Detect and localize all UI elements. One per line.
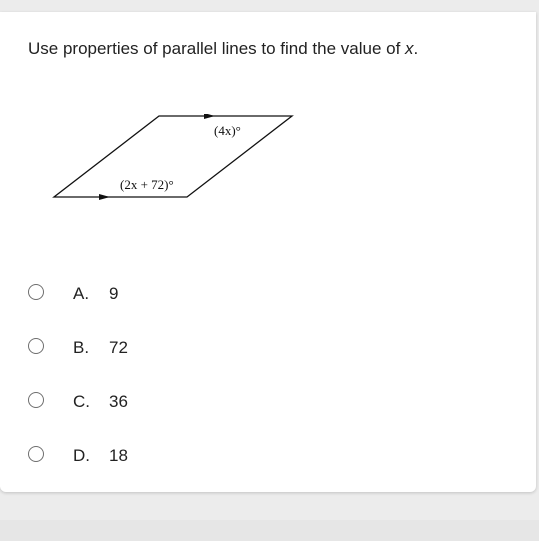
choice-c-radio[interactable] <box>28 392 44 408</box>
top-angle-label: (4x)° <box>214 123 241 138</box>
choice-a[interactable] <box>28 267 228 321</box>
choice-b[interactable] <box>28 321 228 375</box>
choice-a-radio[interactable] <box>28 284 44 300</box>
choice-c-letter: C. <box>73 392 90 411</box>
bottom-parallel-arrow-icon <box>99 194 110 200</box>
choice-c[interactable] <box>28 375 228 429</box>
question-card <box>0 12 536 492</box>
choice-b-radio[interactable] <box>28 338 44 354</box>
choice-c-value: 36 <box>109 392 128 411</box>
question-text: Use properties of parallel lines to find the value of <box>28 39 406 58</box>
choice-d[interactable] <box>28 429 228 483</box>
bottom-background-strip <box>0 520 539 541</box>
question-variable: x <box>405 39 414 58</box>
choice-a-value: 9 <box>109 284 119 303</box>
choice-d-value: 18 <box>109 446 128 465</box>
choice-d-radio[interactable] <box>28 446 44 462</box>
parallelogram-figure <box>52 114 302 214</box>
choice-a-letter: A. <box>73 284 90 303</box>
answer-choices <box>28 267 228 483</box>
choice-d-letter: D. <box>73 446 90 465</box>
bottom-angle-label: (2x + 72)° <box>120 177 174 192</box>
question-period: . <box>413 39 419 58</box>
choice-b-value: 72 <box>109 338 128 357</box>
question-prompt <box>28 39 418 59</box>
choice-b-letter: B. <box>73 338 90 357</box>
